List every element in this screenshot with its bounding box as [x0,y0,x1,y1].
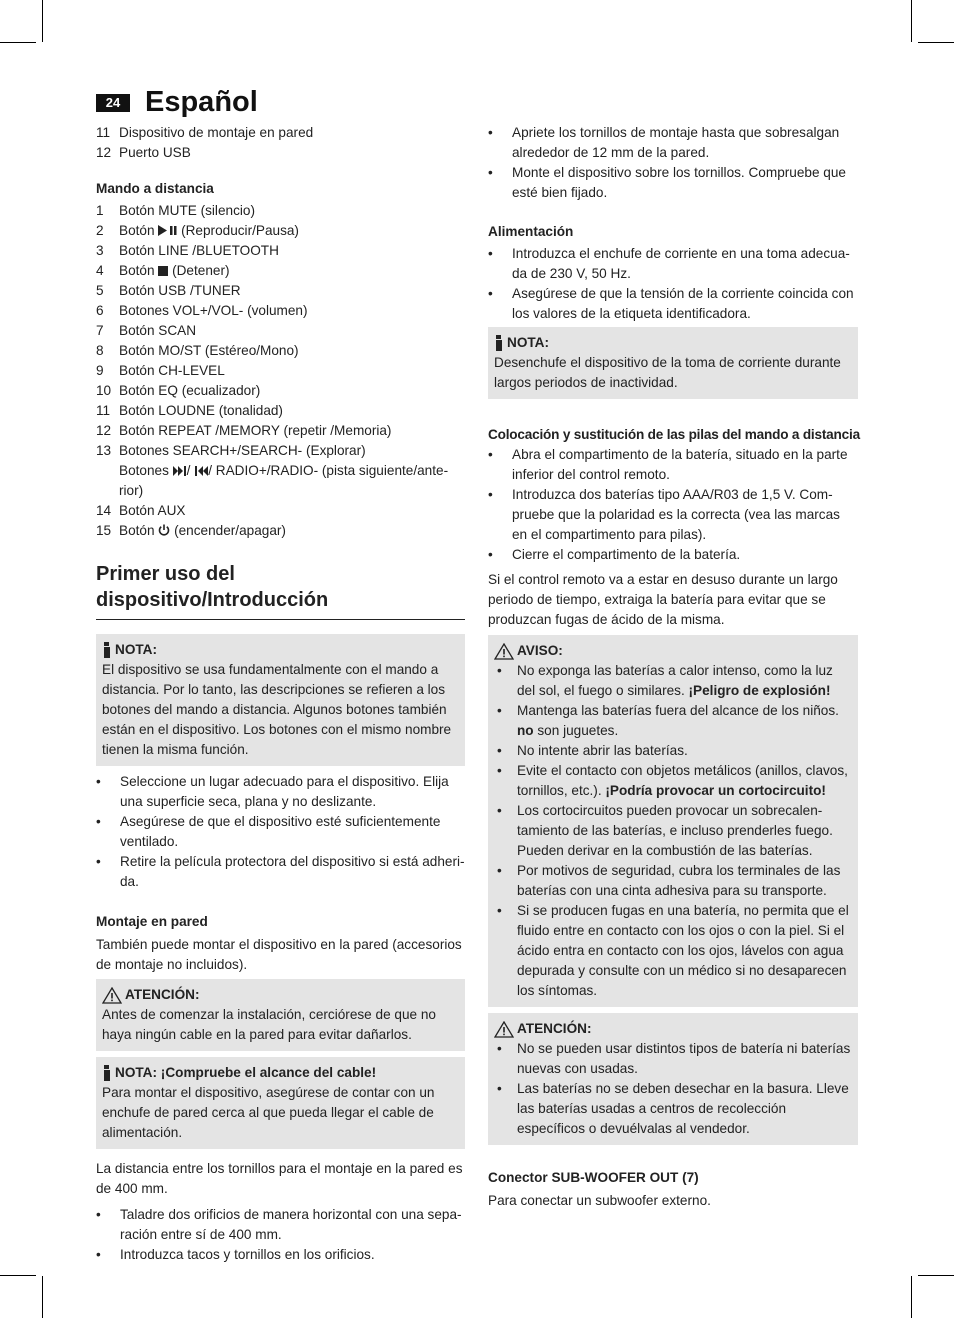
stop-icon [158,266,168,276]
warning-icon [494,1021,514,1038]
list-item: 12 Botón REPEAT /MEMORY (repetir /Memoria) [96,423,392,438]
crop-mark [918,42,954,43]
battery-bullets [488,445,858,565]
list-item: • Introduzca dos baterías tipo AAA/R03 de 1,5 V. Com-pruebe que la polaridad es la correcta (vea las marcas en el compartimento para pilas). [488,485,858,545]
page-number: 24 [96,94,130,112]
attention-box: ATENCIÓN: Antes de comenzar la instalación, cerciórese de que no haya ningún cable en la pared para evitar dañarlos. [96,979,465,1051]
list-item: • Si se producen fugas en una batería, no permita que el fluido entre en contacto con los ojos o con la piel. Si el ácido entra en contacto con los ojos, lávelos con agua depurada y consulte con un médico si no desaparecen los síntomas. [494,901,852,1001]
distance-text: La distancia entre los tornillos para el montaje en la pared es de 400 mm. [96,1161,463,1196]
battery-heading: Colocación y sustitución de las pilas del mando a distancia [488,427,860,442]
crop-mark [911,0,912,42]
list-item: 9 Botón CH-LEVEL [96,363,225,378]
note-box: NOTA: Desenchufe el dispositivo de la toma de corriente durante largos periodos de inactividad. [488,327,858,399]
list-item: 1 Botón MUTE (silencio) [96,203,255,218]
info-icon [102,642,112,658]
remote-list [96,201,465,541]
crop-mark [0,42,36,43]
list-item: • Mantenga las baterías fuera del alcance de los niños. no son juguetes. [494,701,852,741]
list-item: • Retire la película protectora del dispositivo si está adheri-da. [96,852,465,892]
list-item: 8 Botón MO/ST (Estéreo/Mono) [96,343,299,358]
note-box: NOTA: ¡Compruebe el alcance del cable! Para montar el dispositivo, asegúrese de contar con un enchufe de pared cerca al que pueda llegar el cable de alimentación. [96,1057,465,1149]
list-item: 5 Botón USB /TUNER [96,283,241,298]
list-item: • Introduzca tacos y tornillos en los orificios. [96,1245,465,1265]
list-item: • Los cortocircuitos pueden provocar un sobrecalen-tamiento de las baterías, e incluso prenderles fuego. Pueden derivar en la combustión de las baterías. [494,801,852,861]
list-item: 10 Botón EQ (ecualizador) [96,383,261,398]
list-item: 13 Botones SEARCH+/SEARCH- (Explorar) Botones / / RADIO+/RADIO- (pista siguiente/ante- rior) [96,443,449,498]
right-column [488,123,858,1211]
power-icon [158,524,170,536]
list-item: • Abra el compartimento de la batería, situado en la parte inferior del control remoto. [488,445,858,485]
info-icon [494,335,504,351]
list-item: • Apriete los tornillos de montaje hasta que sobresalgan alrededor de 12 mm de la pared. [488,123,858,163]
list-item: • Introduzca el enchufe de corriente en una toma adecua-da de 230 V, 50 Hz. [488,244,858,284]
list-item: • Cierre el compartimento de la batería. [488,545,858,565]
list-item: 3 Botón LINE /BLUETOOTH [96,243,279,258]
remote-heading: Mando a distancia [96,181,214,196]
list-item: • Seleccione un lugar adecuado para el dispositivo. Elija una superficie seca, plana y no deslizante. [96,772,465,812]
left-column [96,123,465,1265]
parts-list [96,123,465,163]
list-item: 2 Botón (Reproducir/Pausa) [96,223,299,238]
list-item: • No intente abrir las baterías. [494,741,852,761]
intro-bullets [96,772,465,892]
list-item: • Evite el contacto con objetos metálicos (anillos, clavos, tornillos, etc.). ¡Podría provocar un cortocircuito! [494,761,852,801]
warning-icon [102,987,122,1004]
list-item: • Las baterías no se deben desechar en la basura. Lleve las baterías usadas a centros de recolección específicos o devuélvalas al vendedor. [494,1079,852,1139]
attention-box: ATENCIÓN: • No se pueden usar distintos tipos de batería ni baterías nuevas con usadas. • Las baterías no se deben desechar en la basura. Lleve las baterías usadas a centros de recolección específicos o devuélvalas al vendedor. [488,1013,858,1145]
drill-bullets [96,1205,465,1265]
list-item: 14 Botón AUX [96,503,186,518]
list-item: 11 Botón LOUDNE (tonalidad) [96,403,283,418]
list-item: 4 Botón (Detener) [96,263,230,278]
play-pause-icon [158,225,177,236]
list-item: • Taladre dos orificios de manera horizontal con una sepa-ración entre sí de 400 mm. [96,1205,465,1245]
crop-mark [911,1276,912,1318]
battery-text: Si el control remoto va a estar en desuso durante un largo periodo de tiempo, extraiga la batería para evitar que se produzcan fugas de ácido de la misma. [488,572,838,627]
list-item: • No exponga las baterías a calor intenso, como la luz del sol, el fuego o similares. ¡Peligro de explosión! [494,661,852,701]
mount-bullets [488,123,858,203]
list-item: 12 Puerto USB [96,145,191,160]
list-item: • Por motivos de seguridad, cubra los terminales de las baterías con una cinta adhesiva para su transporte. [494,861,852,901]
info-icon [102,1065,112,1081]
wall-heading: Montaje en pared [96,914,208,929]
list-item: • Monte el dispositivo sobre los tornillos. Compruebe que esté bien fijado. [488,163,858,203]
list-item: 7 Botón SCAN [96,323,197,338]
next-track-icon [173,466,187,476]
note-box: NOTA: El dispositivo se usa fundamentalmente con el mando a distancia. Por lo tanto, las descripciones se refieren a los botones del mando a distancia. Algunos botones también están en el dispositivo. Los botones con el mismo nombre tienen la misma función. [96,634,465,766]
subwoofer-text: Para conectar un subwoofer externo. [488,1193,711,1208]
power-bullets [488,244,858,324]
list-item: 6 Botones VOL+/VOL- (volumen) [96,303,308,318]
list-item: • Asegúrese de que el dispositivo esté suficientemente ventilado. [96,812,465,852]
crop-mark [0,1275,36,1276]
list-item: • No se pueden usar distintos tipos de batería ni baterías nuevas con usadas. [494,1039,852,1079]
section-title: Primer uso del dispositivo/Introducción [96,561,465,620]
crop-mark [42,0,43,42]
previous-track-icon [194,466,208,476]
page-title: Español [145,86,258,118]
crop-mark [918,1275,954,1276]
crop-mark [42,1276,43,1318]
list-item: 15 Botón (encender/apagar) [96,523,286,538]
list-item: 11 Dispositivo de montaje en pared [96,125,314,140]
warning-icon [494,643,514,660]
list-item: • Asegúrese de que la tensión de la corriente coincida con los valores de la etiqueta identificadora. [488,284,858,324]
warning-box: AVISO: • No exponga las baterías a calor intenso, como la luz del sol, el fuego o similares. ¡Peligro de explosión! • Mantenga las baterías fuera del alcance de los niños. no son juguetes. • No intente abrir las baterías. • Evite el contacto con objetos metálicos (anillos, clavos, tornillos, etc.). ¡Podría provocar un cortocircuito! • Los cortocircuitos pueden provocar un sobrecalen-tamiento de las baterías, e incluso prenderles fuego. Pueden derivar en la combustión de las baterías. • Por motivos de seguridad, cubra los terminales de las baterías con una cinta adhesiva para su transporte. • Si se producen fugas en una batería, no permita que el fluido entre en contacto con los ojos o con la piel. Si el ácido entra en contacto con los ojos, lávelos con agua depurada y consulte con un médico si no desaparecen los síntomas. [488,635,858,1007]
power-heading: Alimentación [488,224,574,239]
wall-text: También puede montar el dispositivo en la pared (accesorios de montaje no incluidos). [96,937,462,972]
subwoofer-heading: Conector SUB-WOOFER OUT (7) [488,1170,699,1185]
